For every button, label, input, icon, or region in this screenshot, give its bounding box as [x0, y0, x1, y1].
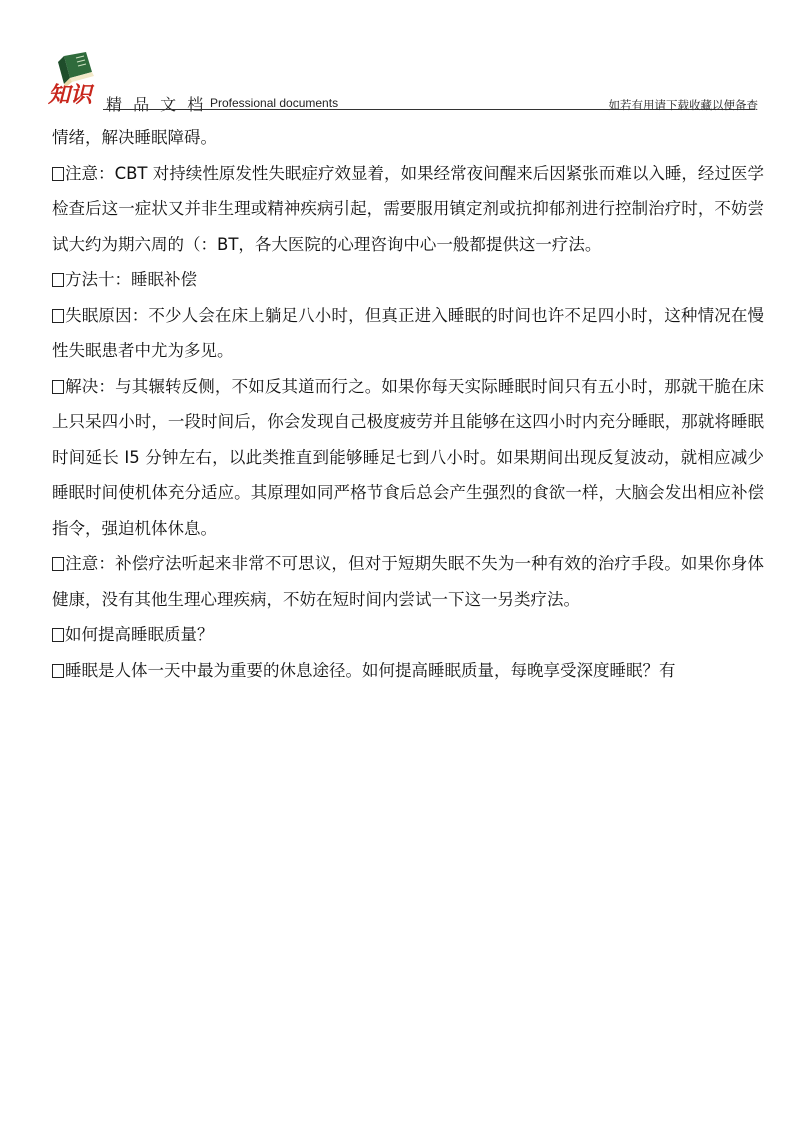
bullet-box-icon: [52, 273, 64, 287]
section-heading: 如何提高睡眠质量？: [65, 625, 214, 644]
bullet-box-icon: [52, 557, 64, 571]
paragraph-text: 情绪，解决睡眠障碍。: [52, 128, 217, 147]
header-right-note: 如若有用请下载收藏以便备查: [608, 98, 758, 112]
paragraph-text: 睡眠是人体一天中最为重要的休息途径。如何提高睡眠质量，每晚享受深度睡眠？有: [65, 660, 676, 680]
paragraph: [52, 298, 764, 369]
document-body: [52, 120, 764, 688]
header-divider: [103, 109, 755, 110]
header-subtitle: Professional documents: [210, 96, 339, 110]
bullet-box-icon: [52, 664, 64, 678]
book-logo-icon: [46, 50, 102, 108]
paragraph: [52, 156, 764, 263]
paragraph: [52, 546, 764, 617]
bullet-box-icon: [52, 167, 64, 181]
bullet-box-icon: [52, 628, 64, 642]
bullet-box-icon: [52, 380, 64, 394]
paragraph-text: 失眠原因：不少人会在床上躺足八小时，但真正进入睡眠的时间也许不足四小时，这种情况在慢性失眠患者中尤为多见。: [52, 305, 764, 360]
paragraph-text: 注意：补偿疗法听起来非常不可思议，但对于短期失眠不失为一种有效的治疗手段。如果你身体健康，没有其他生理心理疾病，不妨在短时间内尝试一下这一另类疗法。: [52, 554, 764, 609]
page-header: [0, 0, 794, 112]
paragraph-text: 注意：CBT 对持续性原发性失眠症疗效显着，如果经常夜间醒来后因紧张而难以入睡，经过医学检查后这一症状又并非生理或精神疾病引起，需要服用镇定剂或抗抑郁剂进行控制治疗时，不妨尝试大约为期六周的（：BT，各大医院的心理咨询中心一般都提供这一疗法。: [52, 163, 764, 254]
paragraph-text: 解决：与其辗转反侧，不如反其道而行之。如果你每天实际睡眠时间只有五小时，那就干脆在床上只呆四小时，一段时间后，你会发现自己极度疲劳并且能够在这四小时内充分睡眠，那就将睡眠时间延长 I5 分钟左右，以此类推直到能够睡足七到八小时。如果期间出现反复波动，就相应减少睡眠时间使机体充分适应。其原理如同严格节食后总会产生强烈的食欲一样，大脑会发出相应补偿指令，强迫机体休息。: [52, 376, 764, 538]
paragraph: [52, 369, 764, 547]
paragraph: [52, 262, 764, 298]
paragraph: [52, 653, 764, 689]
paragraph: [52, 120, 764, 156]
bullet-box-icon: [52, 309, 64, 323]
header-title: 精 品 文 档: [106, 95, 207, 114]
section-heading: 方法十：睡眠补偿: [65, 270, 197, 289]
paragraph: [52, 617, 764, 653]
svg-text:知识: 知识: [48, 82, 93, 108]
